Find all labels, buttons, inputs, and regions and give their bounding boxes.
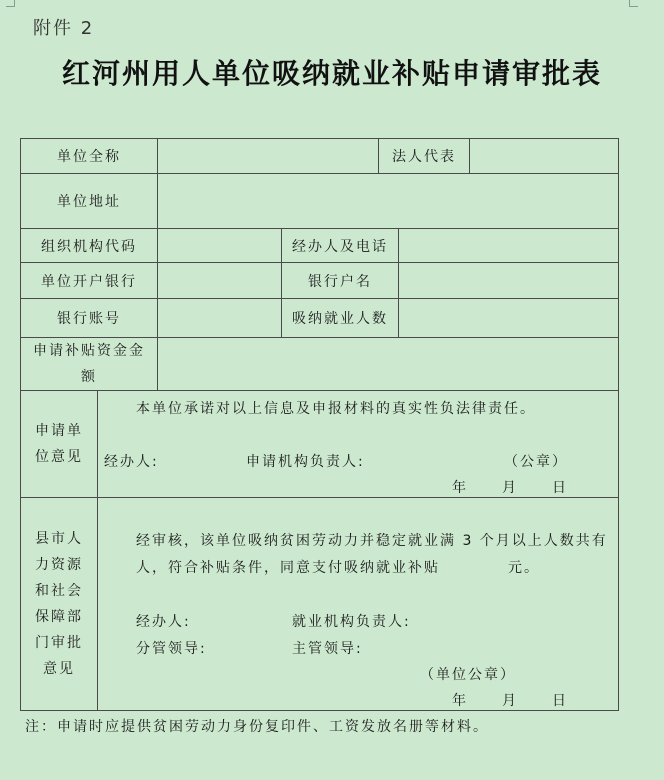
- org-code-field[interactable]: [157, 228, 282, 263]
- bureau-leader-label: 主管领导:: [292, 641, 363, 657]
- bureau-employment-head-label: 就业机构负责人:: [292, 614, 411, 630]
- account-no-field[interactable]: [157, 298, 282, 338]
- employed-count-label: 吸纳就业人数: [281, 298, 399, 338]
- legal-rep-label: 法人代表: [378, 138, 470, 174]
- page-corner-mark: [6, 0, 15, 7]
- subsidy-amount-label-cell: [20, 337, 158, 391]
- address-label: 单位地址: [20, 173, 158, 229]
- bureau-review-text-line2: 人，符合补贴条件，同意支付吸纳就业补贴: [136, 560, 440, 576]
- unit-name-field[interactable]: [157, 138, 379, 174]
- applicant-pledge-text: 本单位承诺对以上信息及申报材料的真实性负法律责任。: [136, 401, 536, 417]
- applicant-date-day: 日: [552, 480, 568, 496]
- handler-phone-field[interactable]: [398, 228, 619, 263]
- applicant-handler-label: 经办人:: [104, 454, 159, 470]
- applicant-seal-label: （公章）: [504, 454, 568, 470]
- applicant-opinion-area[interactable]: [97, 390, 619, 498]
- bureau-deputy-leader-label: 分管领导:: [136, 641, 207, 657]
- applicant-head-label: 申请机构负责人:: [246, 454, 365, 470]
- account-no-label: 银行账号: [20, 298, 158, 338]
- subsidy-amount-label: 申请补贴资金金额: [33, 343, 145, 385]
- bank-label: 单位开户银行: [20, 262, 158, 299]
- address-field[interactable]: [157, 173, 619, 229]
- unit-name-label: 单位全称: [20, 138, 158, 174]
- account-name-field[interactable]: [398, 262, 619, 299]
- handler-phone-label: 经办人及电话: [281, 228, 399, 263]
- subsidy-amount-field[interactable]: [157, 337, 619, 391]
- page-corner-mark: [629, 0, 638, 7]
- document-title: 红河州用人单位吸纳就业补贴申请审批表: [61, 57, 602, 90]
- bureau-opinion-area[interactable]: [97, 497, 619, 711]
- account-name-label: 银行户名: [281, 262, 399, 299]
- applicant-date-month: 月: [502, 480, 518, 496]
- bank-field[interactable]: [157, 262, 282, 299]
- footnote: 注：申请时应提供贫困劳动力身份复印件、工资发放名册等材料。: [25, 719, 489, 735]
- bureau-handler-label: 经办人:: [136, 614, 191, 630]
- bureau-review-text-line1: 经审核，该单位吸纳贫困劳动力并稳定就业满 3 个月以上人数共有: [136, 533, 608, 549]
- bureau-date-year: 年: [452, 693, 468, 709]
- legal-rep-field[interactable]: [469, 138, 619, 174]
- attachment-label: 附件 2: [33, 18, 95, 39]
- applicant-opinion-label: 申请单位意见: [35, 423, 83, 465]
- org-code-label: 组织机构代码: [20, 228, 158, 263]
- bureau-seal-label: （单位公章）: [420, 667, 516, 683]
- employed-count-field[interactable]: [398, 298, 619, 338]
- applicant-date-year: 年: [452, 480, 468, 496]
- bureau-opinion-label-cell: [20, 497, 98, 711]
- bureau-opinion-label: 县市人力资源和社会保障部门审批意见: [35, 531, 83, 677]
- bureau-date-month: 月: [502, 693, 518, 709]
- bureau-review-text-unit: 元。: [508, 560, 540, 576]
- applicant-opinion-label-cell: [20, 390, 98, 498]
- bureau-date-day: 日: [552, 693, 568, 709]
